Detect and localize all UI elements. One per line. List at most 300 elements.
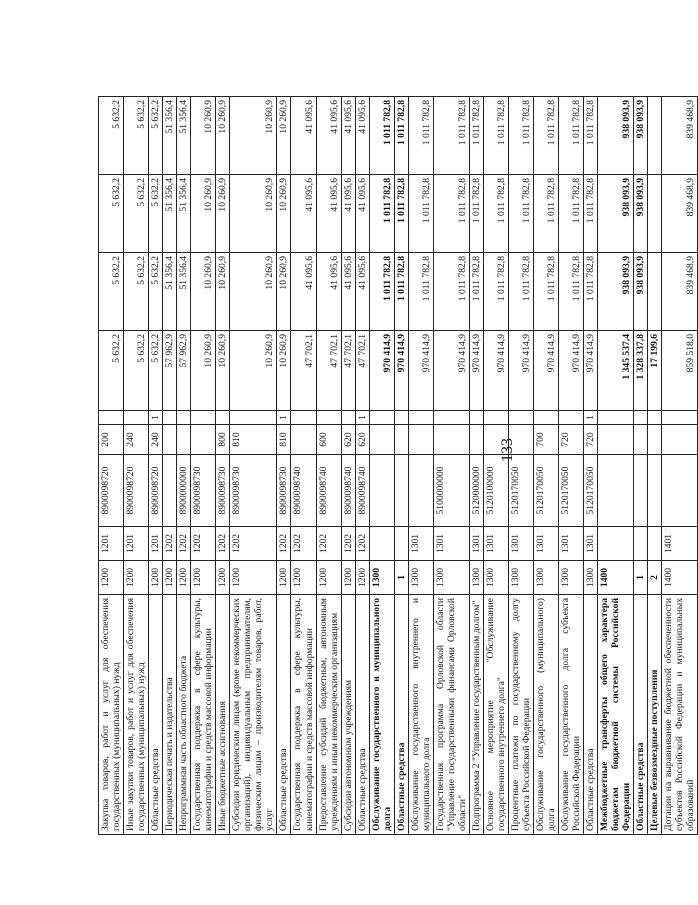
cell-v3: 10 260,9 xyxy=(277,175,291,253)
cell-vr: 600 xyxy=(316,425,341,455)
cell-sub xyxy=(163,411,177,425)
cell-v4: 1 011 782,8 xyxy=(483,97,508,175)
cell-csr xyxy=(369,455,394,527)
table-row xyxy=(191,97,216,835)
cell-name: Областные средства xyxy=(355,595,369,835)
cell-v2: 5 632,2 xyxy=(124,253,149,331)
cell-v4: 839 468,9 xyxy=(662,97,698,175)
cell-name: Основное мероприятие "Обслуживание государственного внутреннего долга" xyxy=(483,595,508,835)
cell-rz: 1300 xyxy=(433,561,469,595)
cell-v3: 938 093,9 xyxy=(634,175,648,253)
cell-v1: 970 414,9 xyxy=(559,331,584,411)
cell-sub xyxy=(433,411,469,425)
cell-rz: 1200 xyxy=(177,561,191,595)
cell-vr xyxy=(433,425,469,455)
cell-v4 xyxy=(648,97,662,175)
cell-name: Областные средства xyxy=(394,595,408,835)
cell-v4: 1 011 782,8 xyxy=(584,97,598,175)
table-row xyxy=(584,97,598,835)
cell-vr: 240 xyxy=(149,425,163,455)
cell-v1: 47 702,1 xyxy=(316,331,341,411)
table-row xyxy=(534,97,559,835)
cell-vr: 720 xyxy=(559,425,584,455)
cell-sub xyxy=(369,411,394,425)
cell-sub: 1 xyxy=(584,411,598,425)
cell-v2: 1 011 782,8 xyxy=(469,253,483,331)
cell-v2: 938 093,9 xyxy=(598,253,634,331)
cell-v1: 5 632,2 xyxy=(149,331,163,411)
cell-csr: 8900098740 xyxy=(341,455,355,527)
cell-prz: 1301 xyxy=(559,527,584,561)
cell-sub xyxy=(230,411,277,425)
cell-csr: 8900098740 xyxy=(355,455,369,527)
cell-rz: 1200 xyxy=(316,561,341,595)
cell-v1: 970 414,9 xyxy=(369,331,394,411)
cell-prz: 1202 xyxy=(277,527,291,561)
cell-v3: 51 356,4 xyxy=(163,175,177,253)
cell-rz: 1200 xyxy=(291,561,316,595)
cell-v4: 1 011 782,8 xyxy=(534,97,559,175)
cell-v4: 1 011 782,8 xyxy=(509,97,534,175)
cell-name: Субсидии юридическим лицам (кроме некоммерческих организаций), индивидуальным предпринимателям, физическим лицам – производителям товаров, работ, услуг xyxy=(230,595,277,835)
page-number: 133 xyxy=(499,438,516,462)
cell-v3: 938 093,9 xyxy=(598,175,634,253)
cell-csr: 5120170050 xyxy=(584,455,598,527)
cell-prz: 1202 xyxy=(230,527,277,561)
cell-vr xyxy=(483,425,508,455)
cell-v3: 41 095,6 xyxy=(341,175,355,253)
table-row xyxy=(277,97,291,835)
cell-sub xyxy=(394,411,408,425)
cell-csr xyxy=(394,455,408,527)
cell-rz: 1200 xyxy=(277,561,291,595)
cell-prz: 1202 xyxy=(163,527,177,561)
cell-sub xyxy=(662,411,698,425)
cell-sub xyxy=(177,411,191,425)
cell-name: Государственная поддержка в сфере культуры, кинематографии и средств массовой информации xyxy=(291,595,316,835)
cell-rz: 1300 xyxy=(408,561,433,595)
cell-vr xyxy=(291,425,316,455)
cell-sub xyxy=(559,411,584,425)
cell-sub xyxy=(291,411,316,425)
cell-v2: 5 632,2 xyxy=(149,253,163,331)
cell-v1: 970 414,9 xyxy=(584,331,598,411)
cell-v1: 17 199,6 xyxy=(648,331,662,411)
cell-v4: 938 093,9 xyxy=(634,97,648,175)
cell-sub xyxy=(648,411,662,425)
cell-csr: 8900098730 xyxy=(277,455,291,527)
cell-rz: 1400 xyxy=(662,561,698,595)
cell-vr xyxy=(408,425,433,455)
cell-v3: 1 011 782,8 xyxy=(559,175,584,253)
cell-rz: 1 xyxy=(634,561,648,595)
cell-sub xyxy=(634,411,648,425)
cell-v1: 57 962,9 xyxy=(177,331,191,411)
cell-v2: 1 011 782,8 xyxy=(394,253,408,331)
cell-prz: 1301 xyxy=(469,527,483,561)
cell-rz: 1400 xyxy=(598,561,634,595)
cell-rz: 1300 xyxy=(369,561,394,595)
cell-prz: 1202 xyxy=(177,527,191,561)
cell-v1: 10 260,9 xyxy=(230,331,277,411)
cell-sub: 1 xyxy=(149,411,163,425)
cell-name: Областные средства xyxy=(584,595,598,835)
cell-vr xyxy=(191,425,216,455)
cell-v3: 1 011 782,8 xyxy=(469,175,483,253)
cell-v1: 970 414,9 xyxy=(509,331,534,411)
cell-v1: 47 702,1 xyxy=(341,331,355,411)
cell-prz: 1201 xyxy=(99,527,124,561)
cell-name: Обслуживание государственного (муниципального) долга xyxy=(534,595,559,835)
cell-v4: 1 011 782,8 xyxy=(394,97,408,175)
cell-rz: 1200 xyxy=(99,561,124,595)
table-row xyxy=(99,97,124,835)
cell-prz xyxy=(598,527,634,561)
cell-rz: 1200 xyxy=(341,561,355,595)
cell-prz: 1301 xyxy=(509,527,534,561)
cell-name: Субсидии автономным учреждениям xyxy=(341,595,355,835)
cell-name: Областные средства xyxy=(277,595,291,835)
table-row xyxy=(483,97,508,835)
cell-csr: 5120170050 xyxy=(559,455,584,527)
cell-csr: 5120170050 xyxy=(509,455,534,527)
cell-csr: 5100000000 xyxy=(433,455,469,527)
cell-rz: 1300 xyxy=(509,561,534,595)
cell-sub xyxy=(216,411,230,425)
cell-name: Иные бюджетные ассигнования xyxy=(216,595,230,835)
cell-v2: 1 011 782,8 xyxy=(433,253,469,331)
cell-vr: 810 xyxy=(277,425,291,455)
cell-rz: 1300 xyxy=(534,561,559,595)
cell-v2: 10 260,9 xyxy=(277,253,291,331)
cell-vr xyxy=(509,425,534,455)
table-row xyxy=(433,97,469,835)
table-row xyxy=(163,97,177,835)
table-row xyxy=(355,97,369,835)
cell-csr xyxy=(408,455,433,527)
cell-v1: 47 702,1 xyxy=(291,331,316,411)
cell-prz: 1301 xyxy=(534,527,559,561)
cell-v2: 1 011 782,8 xyxy=(534,253,559,331)
cell-name: Целевые безвозмездные поступления xyxy=(648,595,662,835)
cell-vr: 240 xyxy=(124,425,149,455)
table-row xyxy=(469,97,483,835)
table-row xyxy=(662,97,698,835)
cell-v3: 10 260,9 xyxy=(230,175,277,253)
cell-v1: 970 414,9 xyxy=(469,331,483,411)
cell-vr xyxy=(163,425,177,455)
cell-v1: 5 632,2 xyxy=(124,331,149,411)
cell-vr xyxy=(648,425,662,455)
cell-v1: 1 345 537,4 xyxy=(598,331,634,411)
cell-name: Иные закупки товаров, работ и услуг для обеспечения государственных (муниципальных) нужд xyxy=(124,595,149,835)
cell-vr: 800 xyxy=(216,425,230,455)
cell-name: Процентные платежи по государственному долгу субъекта Российской Федерации xyxy=(509,595,534,835)
cell-v3: 1 011 782,8 xyxy=(509,175,534,253)
cell-prz: 1201 xyxy=(124,527,149,561)
cell-v3: 51 356,4 xyxy=(177,175,191,253)
cell-csr: 8900000000 xyxy=(177,455,191,527)
cell-v3: 1 011 782,8 xyxy=(369,175,394,253)
cell-vr: 700 xyxy=(534,425,559,455)
cell-v1: 57 962,9 xyxy=(163,331,177,411)
cell-v3: 10 260,9 xyxy=(191,175,216,253)
cell-v3: 5 632,2 xyxy=(124,175,149,253)
cell-vr xyxy=(634,425,648,455)
cell-rz: 1200 xyxy=(163,561,177,595)
cell-v4: 1 011 782,8 xyxy=(369,97,394,175)
cell-name: Непрограммная часть областного бюджета xyxy=(177,595,191,835)
cell-name: Обслуживание государственного долга субъекта Российской Федерации xyxy=(559,595,584,835)
cell-v1: 10 260,9 xyxy=(277,331,291,411)
cell-v4: 1 011 782,8 xyxy=(408,97,433,175)
cell-name: Государственная поддержка в сфере культуры, кинематографии и средств массовой информации xyxy=(191,595,216,835)
cell-v1: 970 414,9 xyxy=(433,331,469,411)
cell-v1: 10 260,9 xyxy=(191,331,216,411)
cell-v2: 10 260,9 xyxy=(191,253,216,331)
cell-prz: 1301 xyxy=(584,527,598,561)
cell-sub xyxy=(99,411,124,425)
cell-v4: 1 011 782,8 xyxy=(469,97,483,175)
cell-v4: 938 093,9 xyxy=(598,97,634,175)
cell-rz: 1300 xyxy=(469,561,483,595)
cell-v4: 10 260,9 xyxy=(230,97,277,175)
cell-vr xyxy=(469,425,483,455)
cell-csr: 8900098740 xyxy=(291,455,316,527)
cell-csr xyxy=(634,455,648,527)
cell-vr: 620 xyxy=(341,425,355,455)
cell-prz: 1301 xyxy=(433,527,469,561)
cell-v3: 41 095,6 xyxy=(316,175,341,253)
cell-rz: 1300 xyxy=(584,561,598,595)
cell-sub xyxy=(191,411,216,425)
cell-prz: 1202 xyxy=(341,527,355,561)
cell-v3: 1 011 782,8 xyxy=(394,175,408,253)
cell-csr: 5120100000 xyxy=(483,455,508,527)
cell-v2: 1 011 782,8 xyxy=(509,253,534,331)
cell-v3: 839 468,9 xyxy=(662,175,698,253)
cell-rz: 1200 xyxy=(216,561,230,595)
cell-rz: 1 xyxy=(394,561,408,595)
cell-sub xyxy=(598,411,634,425)
cell-v3: 1 011 782,8 xyxy=(433,175,469,253)
cell-v4: 5 632,2 xyxy=(149,97,163,175)
cell-name: Дотации на выравнивание бюджетной обеспеченности субъектов Российской Федерации и муниципальных образований xyxy=(662,595,698,835)
cell-v3: 5 632,2 xyxy=(99,175,124,253)
cell-v1: 47 702,1 xyxy=(355,331,369,411)
cell-csr: 8900098730 xyxy=(216,455,230,527)
cell-v1: 859 518,0 xyxy=(662,331,698,411)
cell-v4: 10 260,9 xyxy=(191,97,216,175)
cell-csr xyxy=(163,455,177,527)
cell-v2: 10 260,9 xyxy=(230,253,277,331)
table-row xyxy=(394,97,408,835)
cell-v2: 10 260,9 xyxy=(216,253,230,331)
cell-v3: 1 011 782,8 xyxy=(408,175,433,253)
table-row xyxy=(124,97,149,835)
cell-csr: 8900098730 xyxy=(191,455,216,527)
cell-v3: 41 095,6 xyxy=(291,175,316,253)
cell-v1: 970 414,9 xyxy=(408,331,433,411)
table-row xyxy=(149,97,163,835)
cell-v3: 41 095,6 xyxy=(355,175,369,253)
budget-table-body xyxy=(99,97,698,835)
cell-sub xyxy=(316,411,341,425)
cell-sub xyxy=(509,411,534,425)
cell-rz: 1300 xyxy=(559,561,584,595)
cell-prz: 1201 xyxy=(149,527,163,561)
cell-rz: 1200 xyxy=(149,561,163,595)
cell-prz: 1202 xyxy=(355,527,369,561)
cell-v2: 839 468,9 xyxy=(662,253,698,331)
cell-sub: 1 xyxy=(277,411,291,425)
cell-prz: 1202 xyxy=(216,527,230,561)
cell-sub xyxy=(124,411,149,425)
cell-csr: 5120000000 xyxy=(469,455,483,527)
cell-v3: 1 011 782,8 xyxy=(534,175,559,253)
cell-name: Обслуживание государственного и муниципального долга xyxy=(369,595,394,835)
cell-rz: 1200 xyxy=(124,561,149,595)
cell-name: Предоставление субсидий бюджетным, автономным учреждениям и иным некоммерческим организациям xyxy=(316,595,341,835)
cell-v4: 41 095,6 xyxy=(355,97,369,175)
cell-name: Государственная программа Орловской области "Управление государственными финансами Орловской области" xyxy=(433,595,469,835)
cell-v2: 51 356,4 xyxy=(177,253,191,331)
cell-csr: 8900098720 xyxy=(124,455,149,527)
cell-vr: 810 xyxy=(230,425,277,455)
table-row xyxy=(598,97,634,835)
table-row xyxy=(230,97,277,835)
cell-rz: 1200 xyxy=(355,561,369,595)
cell-csr: 8900098740 xyxy=(316,455,341,527)
cell-v2: 5 632,2 xyxy=(99,253,124,331)
table-row xyxy=(316,97,341,835)
cell-v3: 1 011 782,8 xyxy=(584,175,598,253)
cell-v4: 51 356,4 xyxy=(163,97,177,175)
table-row xyxy=(341,97,355,835)
cell-v2: 1 011 782,8 xyxy=(408,253,433,331)
cell-name: Обслуживание государственного внутреннего и муниципального долга xyxy=(408,595,433,835)
cell-sub: 1 xyxy=(355,411,369,425)
cell-vr: 620 xyxy=(355,425,369,455)
cell-v4: 1 011 782,8 xyxy=(559,97,584,175)
cell-csr xyxy=(598,455,634,527)
cell-name: Межбюджетные трансферты общего характера бюджетам бюджетной системы Российской Федерации xyxy=(598,595,634,835)
table-row xyxy=(291,97,316,835)
cell-name: Подпрограмма 2 "Управление государственным долгом" xyxy=(469,595,483,835)
table-row xyxy=(369,97,394,835)
cell-prz: 1202 xyxy=(316,527,341,561)
cell-v2: 41 095,6 xyxy=(355,253,369,331)
cell-v1: 1 328 337,8 xyxy=(634,331,648,411)
cell-v1: 10 260,9 xyxy=(216,331,230,411)
cell-v2: 1 011 782,8 xyxy=(483,253,508,331)
cell-csr xyxy=(662,455,698,527)
cell-v4: 41 095,6 xyxy=(291,97,316,175)
cell-prz xyxy=(369,527,394,561)
cell-v2: 41 095,6 xyxy=(291,253,316,331)
cell-v2: 41 095,6 xyxy=(316,253,341,331)
cell-v4: 51 356,4 xyxy=(177,97,191,175)
cell-v2: 1 011 782,8 xyxy=(584,253,598,331)
cell-v4: 41 095,6 xyxy=(341,97,355,175)
cell-rz: 1300 xyxy=(483,561,508,595)
cell-v4: 41 095,6 xyxy=(316,97,341,175)
cell-name: Областные средства xyxy=(634,595,648,835)
cell-name: Периодическая печать и издательства xyxy=(163,595,177,835)
cell-v2: 1 011 782,8 xyxy=(369,253,394,331)
cell-vr xyxy=(394,425,408,455)
cell-csr: 5120170050 xyxy=(534,455,559,527)
cell-prz xyxy=(634,527,648,561)
cell-name: Областные средства xyxy=(149,595,163,835)
cell-sub xyxy=(534,411,559,425)
table-row xyxy=(177,97,191,835)
cell-v4: 10 260,9 xyxy=(216,97,230,175)
cell-v4: 5 632,2 xyxy=(124,97,149,175)
cell-v3: 10 260,9 xyxy=(216,175,230,253)
table-row xyxy=(634,97,648,835)
cell-vr xyxy=(662,425,698,455)
budget-table xyxy=(98,96,698,835)
cell-v1: 970 414,9 xyxy=(534,331,559,411)
cell-csr: 8900098730 xyxy=(230,455,277,527)
cell-rz: 1200 xyxy=(230,561,277,595)
cell-v3 xyxy=(648,175,662,253)
cell-sub xyxy=(341,411,355,425)
table-row xyxy=(216,97,230,835)
cell-v3: 1 011 782,8 xyxy=(483,175,508,253)
cell-sub xyxy=(408,411,433,425)
cell-prz: 1301 xyxy=(483,527,508,561)
table-row xyxy=(648,97,662,835)
cell-v2: 51 356,4 xyxy=(163,253,177,331)
cell-vr: 200 xyxy=(99,425,124,455)
cell-v1: 5 632,2 xyxy=(99,331,124,411)
cell-csr: 8900098720 xyxy=(149,455,163,527)
cell-csr: 8900098720 xyxy=(99,455,124,527)
cell-v2: 938 093,9 xyxy=(634,253,648,331)
cell-vr: 720 xyxy=(584,425,598,455)
cell-v4: 1 011 782,8 xyxy=(433,97,469,175)
cell-sub xyxy=(483,411,508,425)
cell-prz: 1401 xyxy=(662,527,698,561)
cell-prz: 1301 xyxy=(408,527,433,561)
cell-prz: 1202 xyxy=(291,527,316,561)
cell-v3: 5 632,2 xyxy=(149,175,163,253)
cell-sub xyxy=(469,411,483,425)
cell-v1: 970 414,9 xyxy=(394,331,408,411)
cell-v1: 970 414,9 xyxy=(483,331,508,411)
cell-v2 xyxy=(648,253,662,331)
table-row xyxy=(509,97,534,835)
table-row xyxy=(559,97,584,835)
table-row xyxy=(408,97,433,835)
cell-vr xyxy=(369,425,394,455)
cell-v2: 41 095,6 xyxy=(341,253,355,331)
cell-prz xyxy=(648,527,662,561)
cell-name: Закупка товаров, работ и услуг для обеспечения государственных (муниципальных) нужд xyxy=(99,595,124,835)
cell-rz: 2 xyxy=(648,561,662,595)
cell-v4: 10 260,9 xyxy=(277,97,291,175)
cell-prz: 1202 xyxy=(191,527,216,561)
cell-v4: 5 632,2 xyxy=(99,97,124,175)
cell-rz: 1200 xyxy=(191,561,216,595)
cell-vr xyxy=(598,425,634,455)
cell-v2: 1 011 782,8 xyxy=(559,253,584,331)
cell-prz xyxy=(394,527,408,561)
cell-vr xyxy=(177,425,191,455)
cell-csr xyxy=(648,455,662,527)
